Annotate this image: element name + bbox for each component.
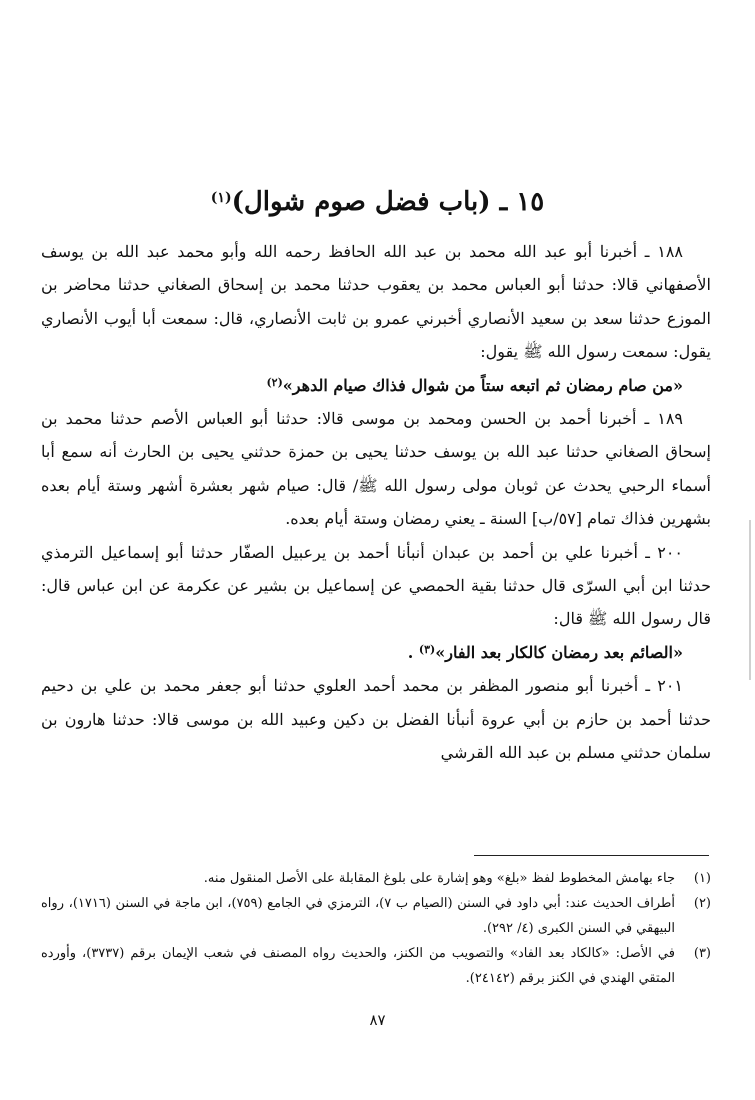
footnote-text: جاء بهامش المخطوط لفظ «بلغ» وهو إشارة على بلوغ المقابلة على الأصل المنقول منه. xyxy=(203,871,675,886)
footnote-number: (١) xyxy=(693,871,711,886)
hadith-quote-2: «الصائم بعد رمضان كالكار بعد الفار»$^{(٣)}$ . xyxy=(407,642,683,662)
footnote-text: في الأصل: «كالكاد بعد الفاد» والتصويب من الكنز، والحديث رواه المصنف في شعب الإيمان برقم (٣٧٣٧)، وأورده المتقي الهندي في الكنز برقم (٢٤١٤٢). xyxy=(41,946,675,986)
paragraph-text: ١٨٨ ـ أخبرنا أبو عبد الله محمد بن عبد الله الحافظ رحمه الله وأبو محمد عبد الله بن يوسف الأصفهاني قالا: حدثنا أبو العباس محمد بن يعقوب حدثنا محمد بن إسحاق الصغاني حدثنا محاضر بن الموزع حدثنا سعد بن سعيد الأنصاري أخبرني عمرو بن ثابت الأنصاري، قال: سمعت أبا أيوب الأنصاري يقول: سمعت رسول الله ﷺ يقول: xyxy=(41,242,711,362)
footnote-ref-2: (٢) xyxy=(266,375,283,389)
paragraph-189 xyxy=(41,402,711,536)
footnote-3 xyxy=(41,941,711,991)
hadith-quote-1 xyxy=(41,369,711,402)
page-number: ٨٧ xyxy=(369,1011,386,1029)
footnote-number: (٣) xyxy=(693,946,711,961)
body-text xyxy=(41,235,711,770)
paragraph-text: ٢٠٠ ـ أخبرنا علي بن أحمد بن عبدان أنبأنا أحمد بن يرعبيل الصفّار حدثنا أبو إسماعيل الترمذي حدثنا ابن أبي السرّى قال حدثنا بقية الحمصي عن إسماعيل بن بشير عن عكرمة عن ابن عباس قال: قال رسول الله ﷺ قال: xyxy=(41,542,711,629)
paragraph-text: ٢٠١ ـ أخبرنا أبو منصور المظفر بن محمد أحمد العلوي حدثنا أبو جعفر محمد بن علي بن دحيم حدثنا أحمد بن حازم بن أبي عروة أنبأنا الفضل بن دكين وعبيد الله بن موسى قالا: حدثنا هارون بن سلمان حدثني مسلم بن عبد الله القرشي xyxy=(41,676,711,763)
footnote-text: أطراف الحديث عند: أبي داود في السنن (الصيام ب ٧)، الترمزي في الجامع (٧٥٩)، ابن ماجة في السنن (١٧١٦)، رواه البيهقي في السنن الكبرى (٤/ ٢٩٢). xyxy=(41,896,675,936)
hadith-text: «من صام رمضان ثم اتبعه ستاً من شوال فذاك صيام الدهر» xyxy=(282,375,683,395)
footnote-divider xyxy=(474,855,709,856)
paragraph-text: ١٨٩ ـ أخبرنا أحمد بن الحسن ومحمد بن موسى قالا: حدثنا أبو العباس الأصم حدثنا محمد بن إسحاق الصغاني حدثنا عبد الله بن يوسف حدثنا يحيى بن حمزة حدثني يحيى بن الحارث أنه سمع أبا أسماء الرحبي يحدث عن ثوبان مولى رسول الله ﷺ/ قال: صيام شهر بعشرة أشهر وستة أيام بعده بشهرين فذاك تمام [٥٧/ب] السنة ـ يعني رمضان وستة أيام بعده. xyxy=(41,409,711,529)
footnote-ref-3: (٣) xyxy=(418,642,436,656)
hadith-text: «الصائم بعد رمضان كالكار بعد الفار» xyxy=(435,642,683,662)
chapter-title-text: ١٥ ـ (باب فضل صوم شوال) xyxy=(231,187,545,217)
chapter-footnote-ref: (١) xyxy=(210,190,232,206)
paragraph-200 xyxy=(41,536,711,636)
scan-edge-mark xyxy=(749,520,751,680)
paragraph-201 xyxy=(41,669,711,769)
footnote-number: (٢) xyxy=(693,896,711,911)
footnote-2 xyxy=(41,891,711,941)
paragraph-188 xyxy=(41,235,711,369)
footnotes xyxy=(41,866,711,991)
footnote-1 xyxy=(41,866,711,891)
chapter-title xyxy=(0,182,755,222)
